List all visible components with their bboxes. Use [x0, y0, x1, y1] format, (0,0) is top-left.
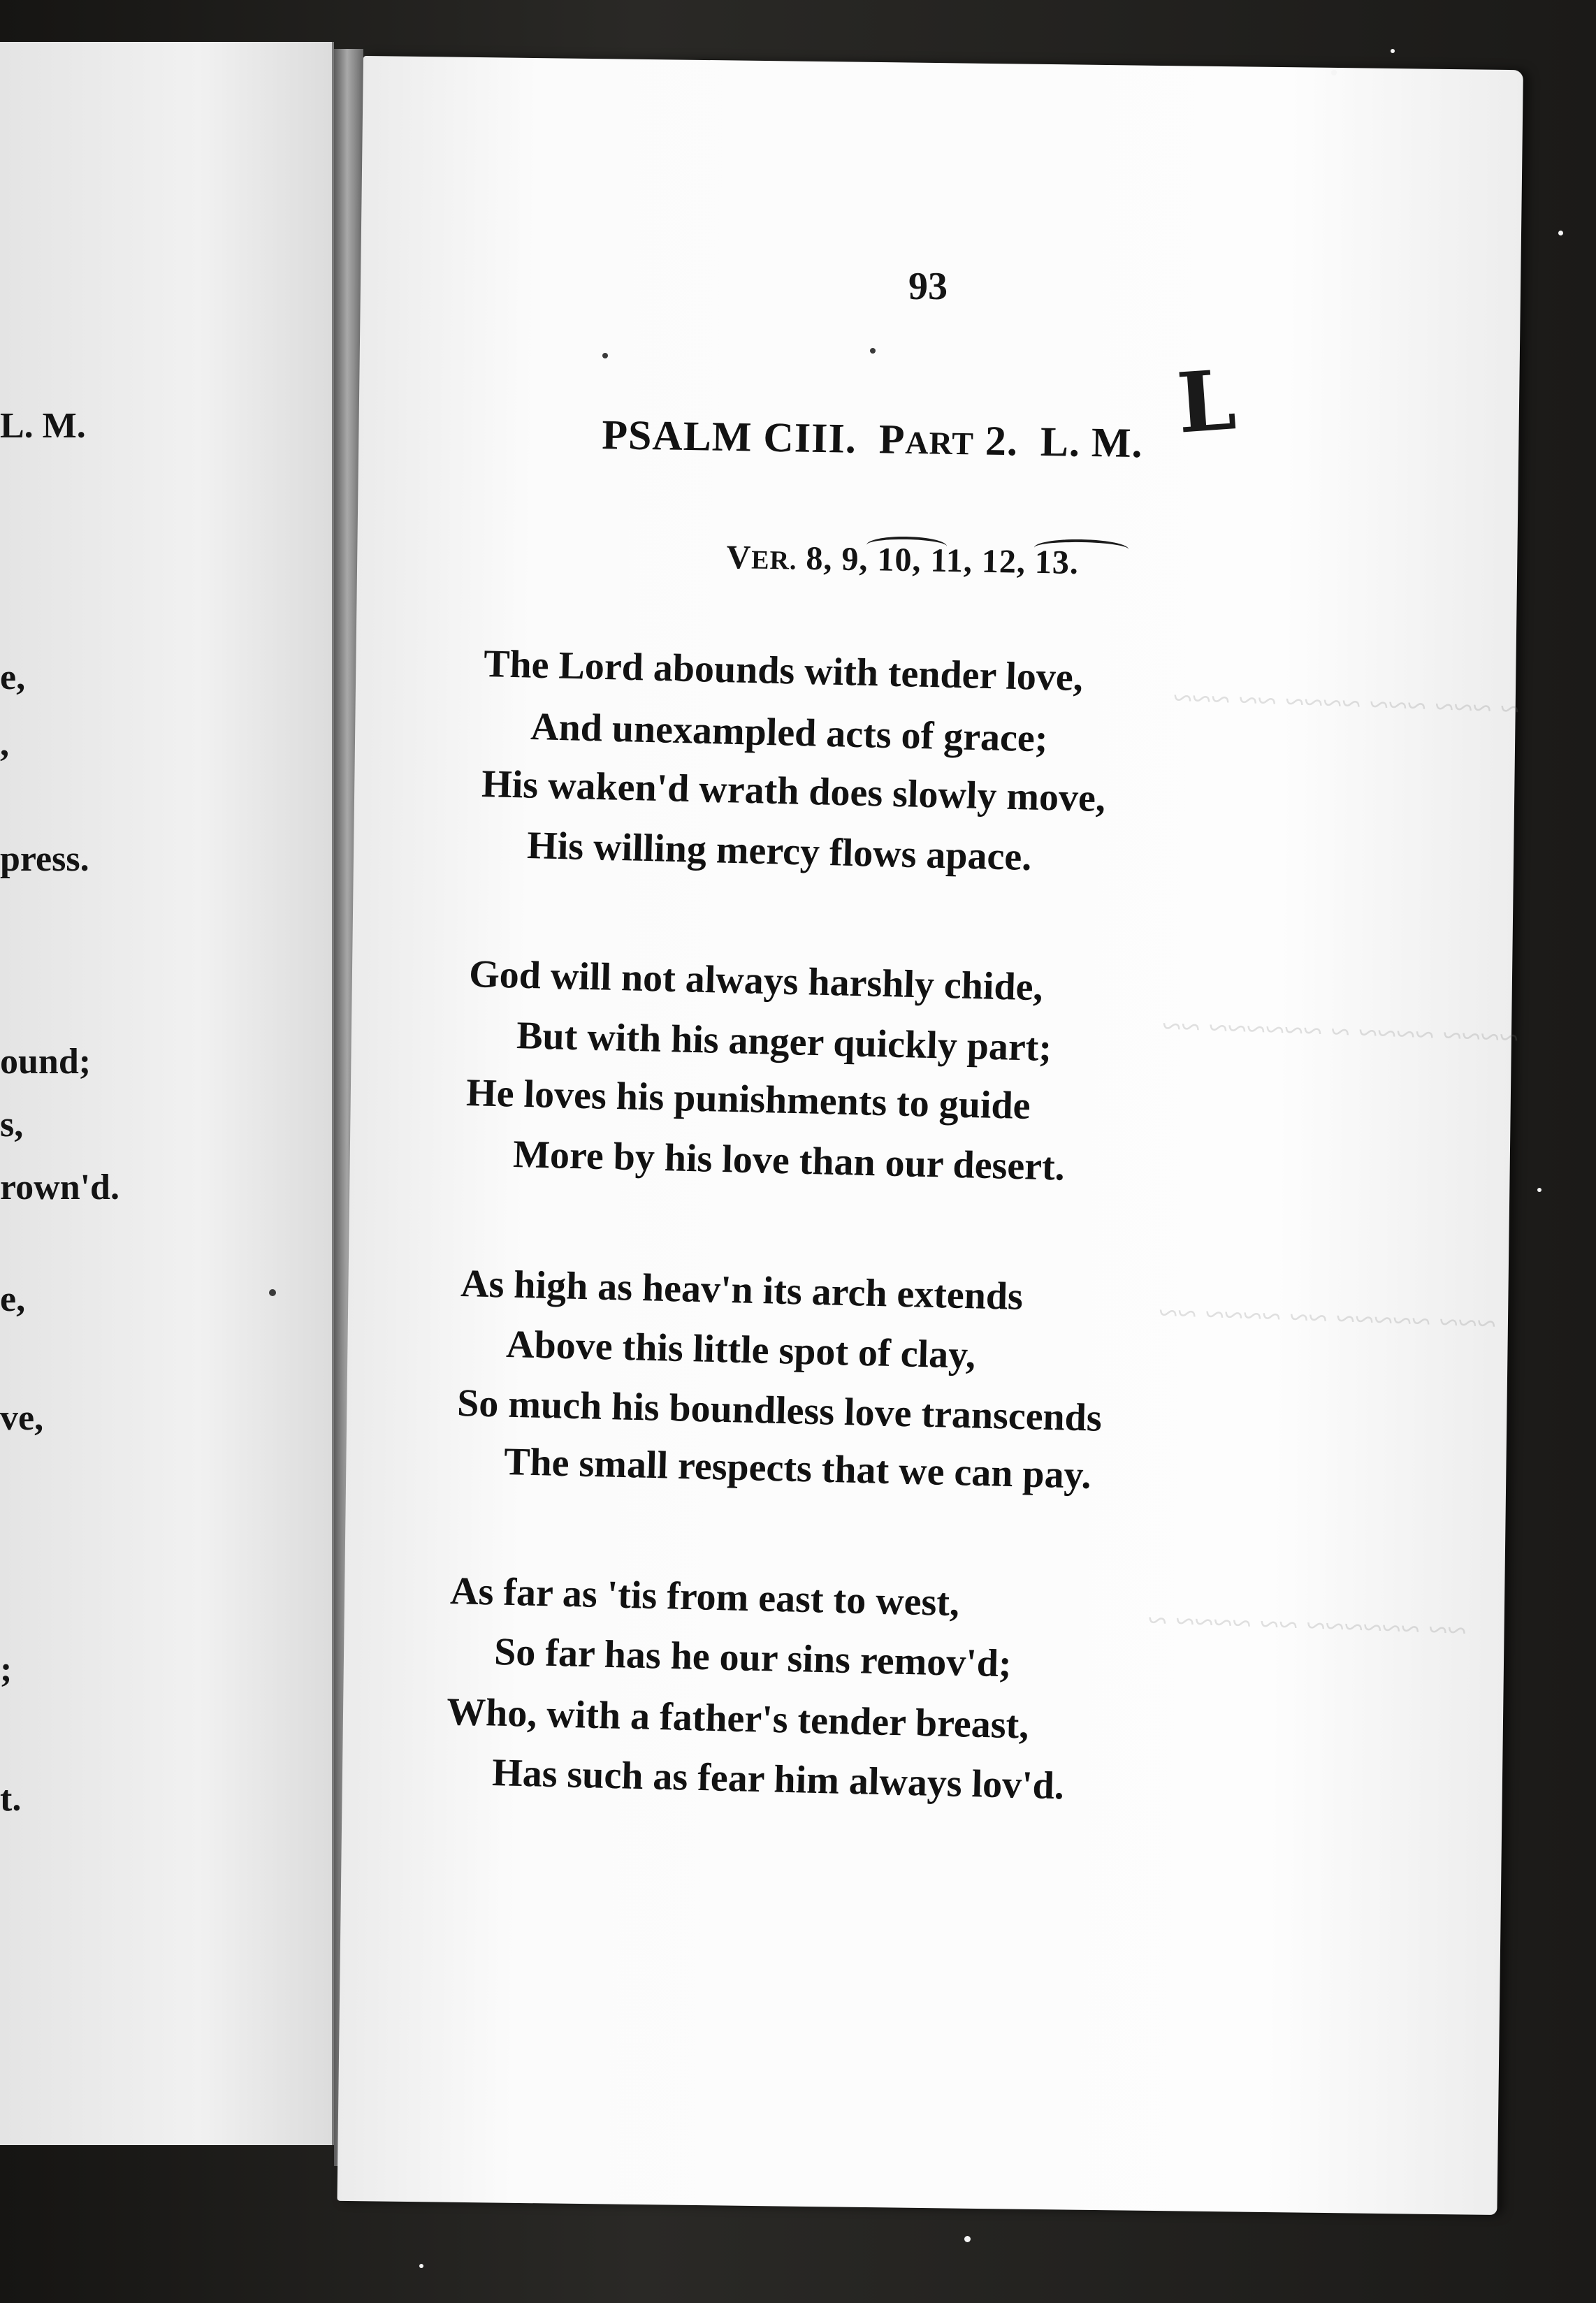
- left-page-fragment: ound;: [0, 1042, 92, 1082]
- stanza-1-line-4: His willing mercy flows apace.: [526, 823, 1033, 879]
- stanza-2-line-4: More by his love than our desert.: [512, 1132, 1066, 1189]
- part-label: PART 2.: [878, 416, 1019, 465]
- left-page-meter: L. M.: [0, 406, 86, 446]
- stanza-1-line-2: And unexampled acts of grace;: [530, 704, 1049, 761]
- left-page-fragment: s,: [0, 1105, 24, 1145]
- bleed-through-text: ~~~ ~~~~~ ~~ ~~~~ ~~: [1158, 1292, 1497, 1343]
- left-page-fragment: e,: [0, 1279, 26, 1319]
- scan-dust: [1558, 231, 1563, 235]
- bleed-through-text: ~~ ~~~~~~ ~~ ~~~~ ~: [1147, 1600, 1467, 1650]
- handwritten-meter-correction: L: [1174, 351, 1239, 452]
- scan-dust: [419, 2264, 423, 2268]
- stanza-1-line-1: The Lord abounds with tender love,: [483, 641, 1084, 700]
- page-number: 93: [908, 265, 948, 308]
- stanza-1-line-3: His waken'd wrath does slowly move,: [481, 762, 1106, 821]
- scan-dust: [870, 348, 876, 354]
- stanza-4-line-4: Has such as fear him always lov'd.: [491, 1750, 1065, 1808]
- left-page-fragment: ;: [0, 1650, 13, 1690]
- meter-label: L. M.: [1040, 418, 1144, 467]
- left-page-fragment: ,: [0, 724, 9, 764]
- verse-list: 8, 9, 10, 11, 12, 13.: [806, 539, 1080, 581]
- scan-dust: [1537, 1188, 1541, 1192]
- stanza-4-line-2: So far has he our sins remov'd;: [493, 1629, 1013, 1686]
- stanza-3-line-3: So much his boundless love transcends: [456, 1381, 1103, 1440]
- stanza-2-line-1: God will not always harshly chide,: [468, 952, 1044, 1010]
- scan-dust: [602, 353, 608, 358]
- left-page: [0, 42, 334, 2145]
- verse-reference: VER. 8, 9, 10, 11, 12, 13.: [726, 538, 1080, 581]
- scan-dust: [1391, 49, 1395, 53]
- psalm-title: PSALM CIII.: [601, 411, 857, 462]
- stanza-2-line-2: But with his anger quickly part;: [516, 1013, 1052, 1070]
- scan-dust: [1331, 70, 1337, 75]
- left-page-fragment: press.: [0, 839, 89, 879]
- psalm-heading: [602, 411, 1143, 467]
- left-page-fragment: e,: [0, 658, 26, 697]
- bleed-through-text: ~~~~ ~~~~ ~ ~~~~~~ ~~: [1161, 1005, 1519, 1057]
- stanza-3-line-1: As high as heav'n its arch extends: [460, 1261, 1024, 1318]
- left-page-fragment: t.: [0, 1779, 22, 1819]
- left-page-fragment: rown'd.: [0, 1168, 119, 1207]
- stanza-4-line-1: As far as 'tis from east to west,: [449, 1569, 960, 1625]
- stanza-4-line-3: Who, with a father's tender breast,: [446, 1690, 1029, 1748]
- bleed-through-text: ~ ~~~ ~~~ ~~~~ ~~ ~~~: [1172, 678, 1520, 729]
- stanza-3-line-4: The small respects that we can pay.: [503, 1439, 1092, 1497]
- scan-dust: [269, 1289, 276, 1296]
- left-page-fragment: ve,: [0, 1398, 44, 1438]
- stanza-2-line-3: He loves his punishments to guide: [465, 1070, 1031, 1128]
- stanza-3-line-2: Above this little spot of clay,: [505, 1322, 976, 1377]
- scan-dust: [964, 2236, 971, 2242]
